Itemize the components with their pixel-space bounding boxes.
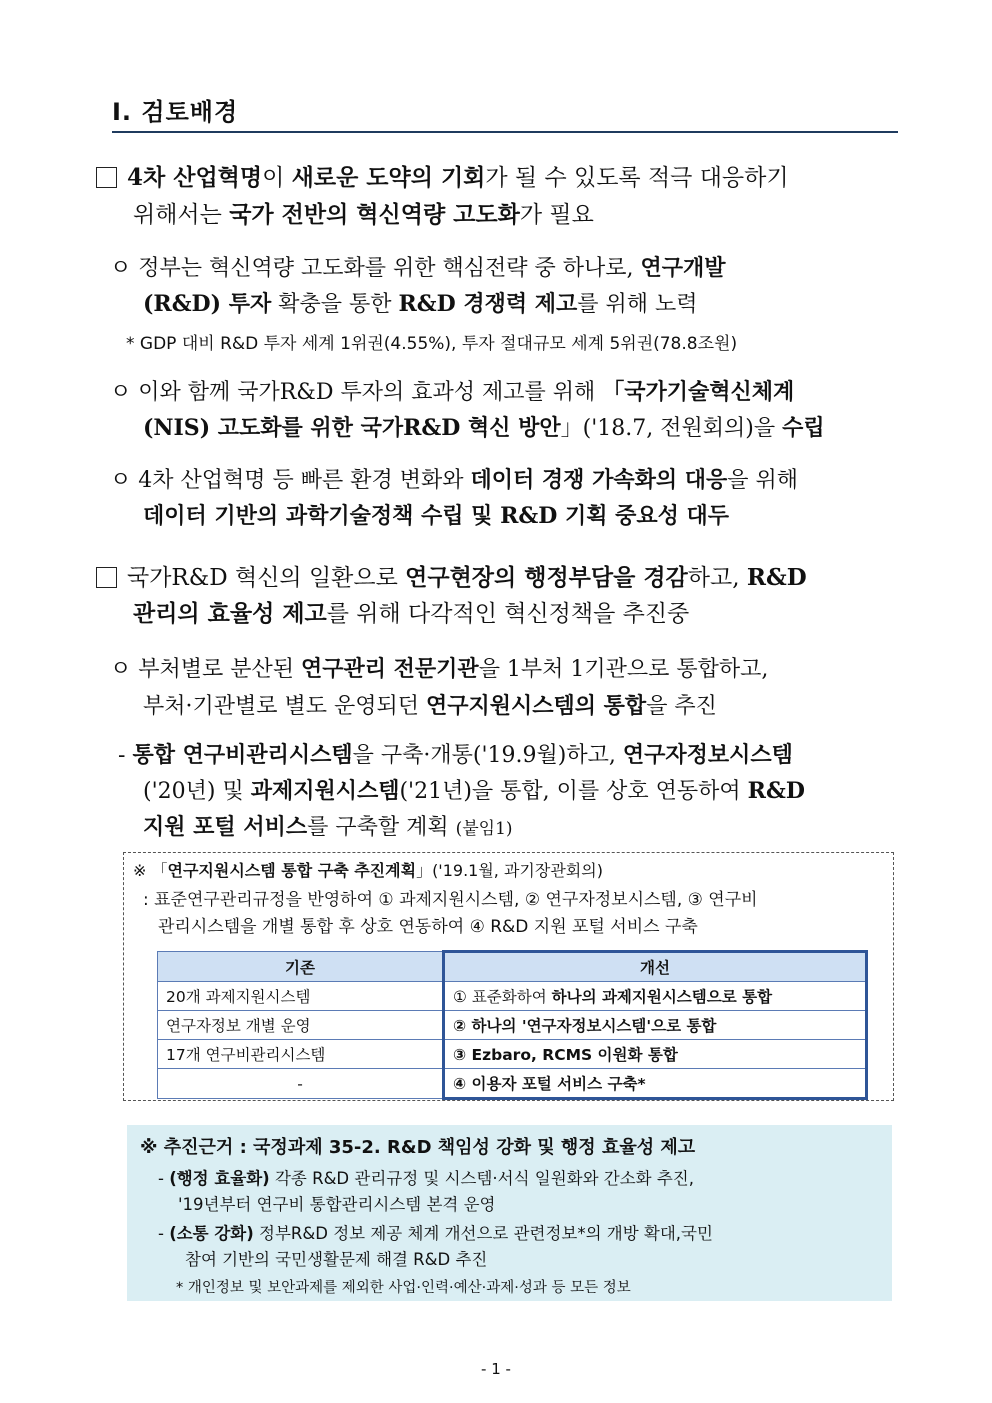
plan-heading-open: ※ 「 (133, 861, 168, 880)
s1-o3-l2-bold: 데이터 기반의 과학기술정책 수립 및 R&D 기획 중요성 대두 (143, 503, 730, 529)
basis-item-2-text: 정부R&D 정보 제공 체계 개선으로 관련정보*의 개방 확대,국민 (253, 1224, 713, 1243)
s2-d1-l2-text-c: ('21년)을 통합, 이를 상호 연동하여 (399, 779, 748, 804)
s1-o1-line-1 (110, 250, 726, 287)
s2-d1-l2-bold-d: R&D (747, 778, 805, 804)
section-title: Ⅰ. 검토배경 (112, 98, 239, 126)
basis-item-2-cont: 참여 기반의 국민생활문제 해결 R&D 추진 (185, 1250, 488, 1269)
s1-o2-l1-bold: 「국가기술혁신체계 (602, 379, 795, 405)
s1-o1-l1-text: ㅇ 정부는 혁신역량 고도화를 위한 핵심전략 중 하나로, (110, 256, 641, 281)
plan-heading-bold: 연구지원시스템 통합 구축 추진계획 (167, 861, 417, 880)
page-number: - 1 - (481, 1360, 511, 1378)
s1-o1-l2-text-b: 확충을 통한 (271, 292, 399, 317)
s2-d1-l1-bold-d: 연구자정보시스템 (622, 742, 793, 768)
basis-footnote: * 개인정보 및 보안과제를 제외한 사업·인력·예산·과제·성과 등 모든 정보 (176, 1280, 631, 1296)
s2-l1-text-c: 하고, (687, 565, 747, 591)
table-cell-before: - (158, 1069, 444, 1099)
basis-item-1-cont: '19년부터 연구비 통합관리시스템 본격 운영 (178, 1195, 496, 1214)
s2-d1-l3-text-b: 를 구축할 계획 (307, 815, 456, 840)
comparison-table (157, 950, 868, 1100)
s2-l1-bold-d: R&D (746, 564, 807, 591)
table-header-row (158, 952, 867, 982)
checkbox-square-icon (96, 567, 117, 588)
s2-o1-l2-text-c: 을 추진 (646, 694, 717, 719)
s1-l2-text-a: 위해서는 (133, 202, 230, 228)
s2-d1-l1-dash: - (118, 743, 133, 768)
basis-item-2 (158, 1220, 713, 1244)
s1-o1-l2-text-d: 를 위해 노력 (577, 292, 698, 317)
plan-box-desc-2: 관리시스템을 개별 통합 후 상호 연동하여 ④ R&D 지원 포털 서비스 구축 (158, 917, 698, 937)
table-header-before: 기존 (158, 952, 444, 982)
s1-o2-line-1 (110, 374, 794, 411)
table-cell-after-plain: ① 표준화하여 (453, 988, 552, 1006)
s2-l2-text-b: 를 위해 다각적인 혁신정책을 추진중 (326, 601, 690, 627)
s2-d1-l2-text-a: ('20년) 및 (143, 779, 251, 804)
basis-panel-heading: ※ 추진근거 : 국정과제 35-2. R&D 책임성 강화 및 행정 효율성 제고 (140, 1137, 696, 1158)
s2-d1-line-1 (118, 737, 793, 774)
s1-o3-l1-text-a: ㅇ 4차 산업혁명 등 빠른 환경 변화와 (110, 468, 471, 493)
s2-d1-line-3 (143, 809, 513, 847)
s2-line-2 (133, 596, 689, 632)
table-cell-after: ② 하나의 '연구자정보시스템'으로 통합 (444, 1011, 867, 1040)
s1-o1-l2-bold-a: (R&D) 투자 (143, 291, 272, 317)
table-row (158, 1069, 867, 1099)
s1-l1-bold-a: 4차 산업혁명 (127, 164, 263, 191)
s2-l2-bold-a: 관리의 효율성 제고 (133, 600, 327, 627)
table-cell-after: ④ 이용자 포털 서비스 구축* (444, 1069, 867, 1099)
s1-l2-bold-b: 국가 전반의 혁신역량 고도화 (229, 201, 520, 228)
s1-o2-l1-text: ㅇ 이와 함께 국가R&D 투자의 효과성 제고를 위해 (110, 380, 603, 405)
s1-o1-line-2 (143, 286, 698, 323)
s2-d1-l2-bold-b: 과제지원시스템 (250, 778, 400, 804)
s2-o1-l1-text-a: ㅇ 부처별로 분산된 (110, 657, 301, 682)
table-cell-after-bold: 하나의 과제지원시스템으로 통합 (551, 988, 773, 1006)
s1-l1-bold-c: 새로운 도약의 기회 (291, 164, 486, 191)
table-row (158, 1011, 867, 1040)
s1-line-2 (133, 197, 594, 233)
table-row (158, 982, 867, 1011)
s1-o2-l2-bold-a: (NIS) 고도화를 위한 국가R&D 혁신 방안 (143, 415, 561, 441)
s2-o1-l1-bold-b: 연구관리 전문기관 (301, 656, 479, 682)
table-cell-after: ③ Ezbaro, RCMS 이원화 통합 (444, 1040, 867, 1069)
s2-o1-l1-text-c: 을 1부처 1기관으로 통합하고, (478, 657, 769, 682)
s2-line-1 (96, 560, 807, 596)
table-cell-before: 20개 과제지원시스템 (158, 982, 444, 1011)
plan-heading-close: 」('19.1월, 과기장관회의) (416, 861, 603, 880)
s2-l1-text-a: 국가R&D 혁신의 일환으로 (127, 565, 406, 591)
s1-line-1 (96, 160, 789, 196)
s1-o1-l2-bold-c: R&D 경쟁력 제고 (398, 291, 578, 317)
basis-item-2-dash: - (158, 1224, 170, 1243)
s1-l2-text-c: 가 필요 (519, 202, 594, 228)
s1-l1-text-b: 이 (262, 165, 292, 191)
s2-o1-l2-bold-b: 연구지원시스템의 통합 (426, 693, 647, 719)
s1-o2-l2-text-c: 을 (753, 416, 783, 441)
s2-o1-l2-text-a: 부처·기관별로 별도 운영되던 (143, 694, 426, 719)
table-cell-after (444, 982, 867, 1011)
s2-d1-l1-text-c: 을 구축·개통('19.9월)하고, (352, 743, 623, 768)
s2-o1-line-1 (110, 651, 768, 688)
table-row (158, 1040, 867, 1069)
s1-o2-l2-text-b: 」('18.7, 전원회의) (560, 416, 754, 441)
s1-o1-footnote: * GDP 대비 R&D 투자 세계 1위권(4.55%), 투자 절대규모 세계 5위권(78.8조원) (126, 334, 738, 354)
s1-o3-l1-text-c: 을 위해 (727, 468, 798, 493)
table-cell-before: 17개 연구비관리시스템 (158, 1040, 444, 1069)
s2-d1-l3-bold-a: 지원 포털 서비스 (143, 814, 308, 840)
s1-o2-l2-bold-d: 수립 (782, 415, 825, 441)
s2-d1-line-2 (143, 773, 805, 810)
s1-o2-line-2 (143, 410, 825, 447)
basis-item-2-label: (소통 강화) (169, 1224, 254, 1243)
s1-o1-l1-bold: 연구개발 (640, 255, 726, 281)
table-header-after: 개선 (444, 952, 867, 982)
plan-box-desc-1: : 표준연구관리규정을 반영하여 ① 과제지원시스템, ② 연구자정보시스템, ③ 연구비 (143, 890, 758, 910)
basis-item-1-label: (행정 효율화) (169, 1169, 270, 1188)
checkbox-square-icon (96, 167, 117, 188)
table-cell-before: 연구자정보 개별 운영 (158, 1011, 444, 1040)
s1-o3-l1-bold-b: 데이터 경쟁 가속화의 대응 (470, 467, 728, 493)
s1-o3-line-1 (110, 462, 798, 499)
title-divider (112, 131, 898, 133)
basis-item-1 (158, 1165, 694, 1189)
basis-item-1-dash: - (158, 1169, 170, 1188)
s2-d1-l1-bold-b: 통합 연구비관리시스템 (132, 742, 353, 768)
s2-o1-line-2 (143, 688, 717, 725)
basis-item-1-text: 각종 R&D 관리규정 및 시스템·서식 일원화와 간소화 추진, (269, 1169, 694, 1188)
plan-box-heading (133, 858, 603, 881)
s1-l1-text-d: 가 될 수 있도록 적극 대응하기 (485, 165, 789, 191)
s2-l1-bold-b: 연구현장의 행정부담을 경감 (405, 564, 688, 591)
s1-o3-line-2 (143, 498, 729, 535)
s2-d1-l3-ref: (붙임1) (455, 819, 513, 839)
